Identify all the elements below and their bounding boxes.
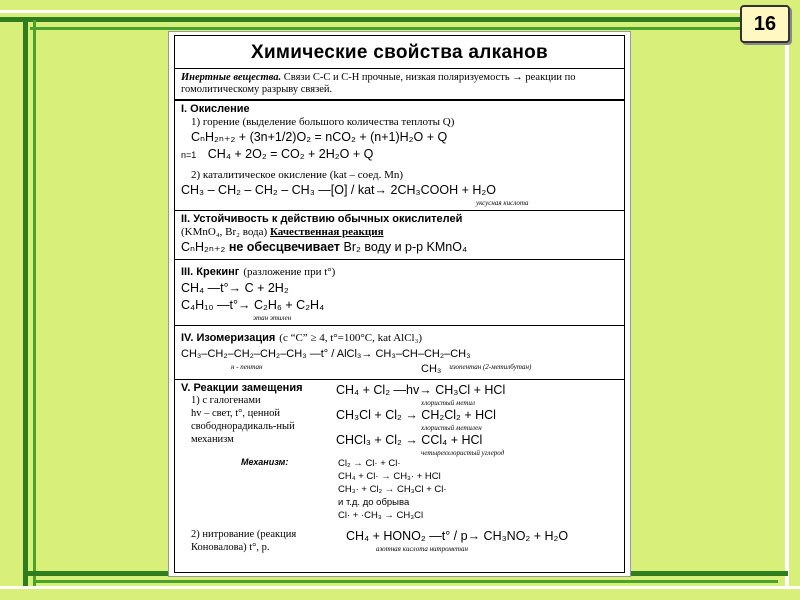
page-title: Химические свойства алканов [175,36,624,69]
note-right: изопентан (2-метилбутан) [449,363,532,371]
intro-body: Связи С-С и С-Н прочные, низкая поляризуемость → реакции по гомолитическому разрыву связей. [181,72,576,95]
equation-combustion-methane [181,146,618,164]
isomerization-heading [181,328,618,346]
intro-bold: Инертные вещества. [181,72,282,83]
substitution-right [336,382,618,457]
oxidizers-text: (KMnO₄, Br₂ вода) [181,226,268,238]
oxidation-item-2: 2) каталитическое окисление (kat – соед. Mn) [191,169,404,181]
note-left: н - пентан [231,363,263,371]
isomerization-notes [181,363,618,376]
section-cracking [175,260,624,326]
mechanism-label: Механизм: [241,457,289,467]
mechanism-block [181,457,618,522]
mechanism-label-col [181,457,336,522]
equation-chlorination-1: CH₄ + Cl₂ —hv→ CH₃Cl + HCl [336,383,506,397]
mechanism-step: CH₃· + Cl₂ → CH₃Cl + Cl· [338,484,447,495]
eq-bold: не обесцвечивает [228,240,341,254]
section-stability [175,211,624,260]
section-heading: I. Окисление [181,103,250,115]
equation-isomerization: CH₃–CH₂–CH₂–CH₂–CH₃ —t° / AlCl₃→ CH₃–CH–CH₂–CH₃ [181,348,471,360]
halogenation-block [181,382,618,457]
eq-label: n=1 [181,150,197,160]
section-heading: V. Реакции замещения [181,382,303,394]
decor-stripe [0,10,740,13]
eq-note: четыреххлористый углерод [421,449,505,457]
stability-line [181,225,618,239]
eq-body: CH₄ + 2O₂ = CO₂ + 2H₂O + Q [207,147,374,161]
slide-number-badge: 16 [740,5,790,43]
decor-stripe [30,27,775,30]
equation-catalytic-oxidation: CH₃ – CH₂ – CH₂ – CH₃ —[O] / kat→ 2CH₃COOH + H₂O [181,183,496,197]
section-heading: II. Устойчивость к действию обычных окислителей [181,213,463,225]
nitration-block [181,528,618,554]
branch-methyl: CH₃ [421,363,442,375]
section-heading: III. Крекинг [181,266,240,278]
equation-cracking-butane: C₄H₁₀ —t°→ C₂H₆ + C₂H₄ [181,298,325,312]
sub-item-1: 1) с галогенами [191,395,261,406]
qualitative-reaction-label: Качественная реакция [269,226,384,238]
decor-stripe [0,586,800,589]
heading-rest: (разложение при t°) [243,266,336,278]
decor-stripe [23,20,28,588]
eq-note: уксусная кислота [476,199,529,207]
eq-note: азотная кислота нитрометан [376,545,468,553]
decor-stripe [0,17,760,22]
mechanism-step: CH₄ + Cl· → CH₃· + HCl [338,471,441,482]
mechanism-step: Cl₂ → Cl· + Cl· [338,458,401,469]
sub-item-2: 2) нитрование (реакция Коновалова) t°, p. [191,529,297,553]
mechanism-step: Cl· + ·CH₃ → CH₃Cl [338,510,424,521]
section-isomerization [175,326,624,380]
intro-text [175,69,624,101]
eq-formula: CₙH₂ₙ₊₂ [181,240,226,254]
heading-rest: (с “С” ≥ 4, t°=100°C, kat AlCl₃) [279,332,423,344]
eq-note: хлористый метил [421,399,475,407]
equation-nitration: CH₄ + HONO₂ —t° / p→ CH₃NO₂ + H₂O [346,529,569,543]
page-frame [174,35,625,573]
equation-chlorination-2: CH₃Cl + Cl₂ → CH₂Cl₂ + HCl [336,408,496,422]
eq-note: этан этилен [253,314,292,322]
nitration-right [346,528,618,554]
equation-combustion-general: CₙH₂ₙ₊₂ + (3n+1/2)O₂ = nCO₂ + (n+1)H₂O + Q [191,130,448,144]
cracking-heading [181,262,618,280]
scanned-page [168,31,631,577]
oxidation-item-1: 1) горение (выделение большого количества теплоты Q) [191,116,455,128]
section-substitution [175,380,624,557]
eq-rest: Br₂ воду и р-р KMnO₄ [343,240,468,254]
equation-cracking-methane: CH₄ —t°→ C + 2H₂ [181,281,289,295]
equation-chlorination-3: CHCl₃ + Cl₂ → CCl₄ + HCl [336,433,483,447]
substitution-left [181,382,336,457]
equation-stability [181,239,618,256]
eq-note: хлористый метилен [421,424,482,432]
section-oxidation [175,101,624,211]
conditions-text: hv – свет, t°, ценной свободнорадикаль-ный механизм [191,408,295,445]
decor-stripe [33,580,778,583]
mechanism-steps [336,457,618,522]
section-heading: IV. Изомеризация [181,332,276,344]
decor-stripe [785,20,789,588]
decor-stripe [33,20,36,588]
mechanism-step: и т.д. до обрыва [338,497,410,508]
